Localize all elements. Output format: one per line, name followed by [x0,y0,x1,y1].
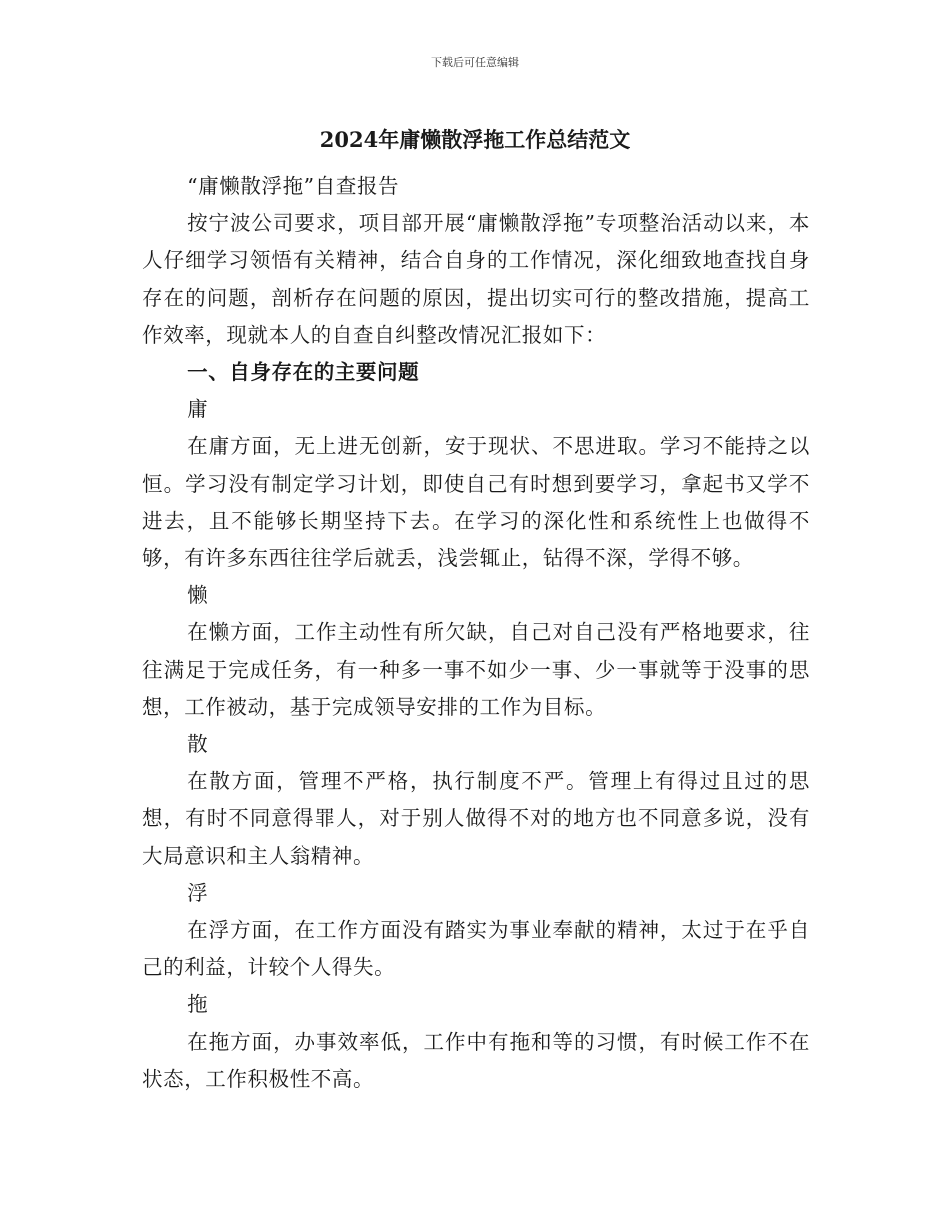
paragraph-lan: 在懒方面，工作主动性有所欠缺，自己对自己没有严格地要求，往往满足于完成任务，有一种多一事不如少一事、少一事就等于没事的思想，工作被动，基于完成领导安排的工作为目标。 [142,620,810,719]
paragraph-san: 在散方面，管理不严格，执行制度不严。管理上有得过且过的思想，有时不同意得罪人，对于别人做得不对的地方也不同意多说，没有大局意识和主人翁精神。 [142,769,810,868]
header-note: 下载后可任意编辑 [431,56,519,69]
subheading-lan: 懒 [187,583,209,608]
paragraph-tuo: 在拖方面，办事效率低，工作中有拖和等的习惯，有时候工作不在状态，工作积极性不高。 [142,1029,810,1091]
document-body [142,168,810,1098]
paragraph-fu: 在浮方面，在工作方面没有踏实为事业奉献的精神，太过于在乎自己的利益，计较个人得失。 [142,918,810,980]
subheading-yong: 庸 [187,397,209,422]
document-title: 2024年庸懒散浮拖工作总结范文 [319,127,631,152]
report-subtitle: “庸懒散浮拖”自查报告 [187,174,400,198]
section-heading: 一、自身存在的主要问题 [187,360,420,385]
subheading-fu: 浮 [187,880,209,905]
paragraph-yong: 在庸方面，无上进无创新，安于现状、不思进取。学习不能持之以恒。学习没有制定学习计划，即使自己有时想到要学习，拿起书又学不进去，且不能够长期坚持下去。在学习的深化性和系统性上也做得不够，有许多东西往往学后就丢，浅尝辄止，钻得不深，学得不够。 [142,434,810,571]
subheading-san: 散 [187,732,209,757]
intro-paragraph: 按宁波公司要求，项目部开展“庸懒散浮拖”专项整治活动以来，本人仔细学习领悟有关精神，结合自身的工作情况，深化细致地查找自身存在的问题，剖析存在问题的原因，提出切实可行的整改措施，提高工作效率，现就本人的自查自纠整改情况汇报如下： [142,211,810,347]
subheading-tuo: 拖 [187,992,209,1017]
